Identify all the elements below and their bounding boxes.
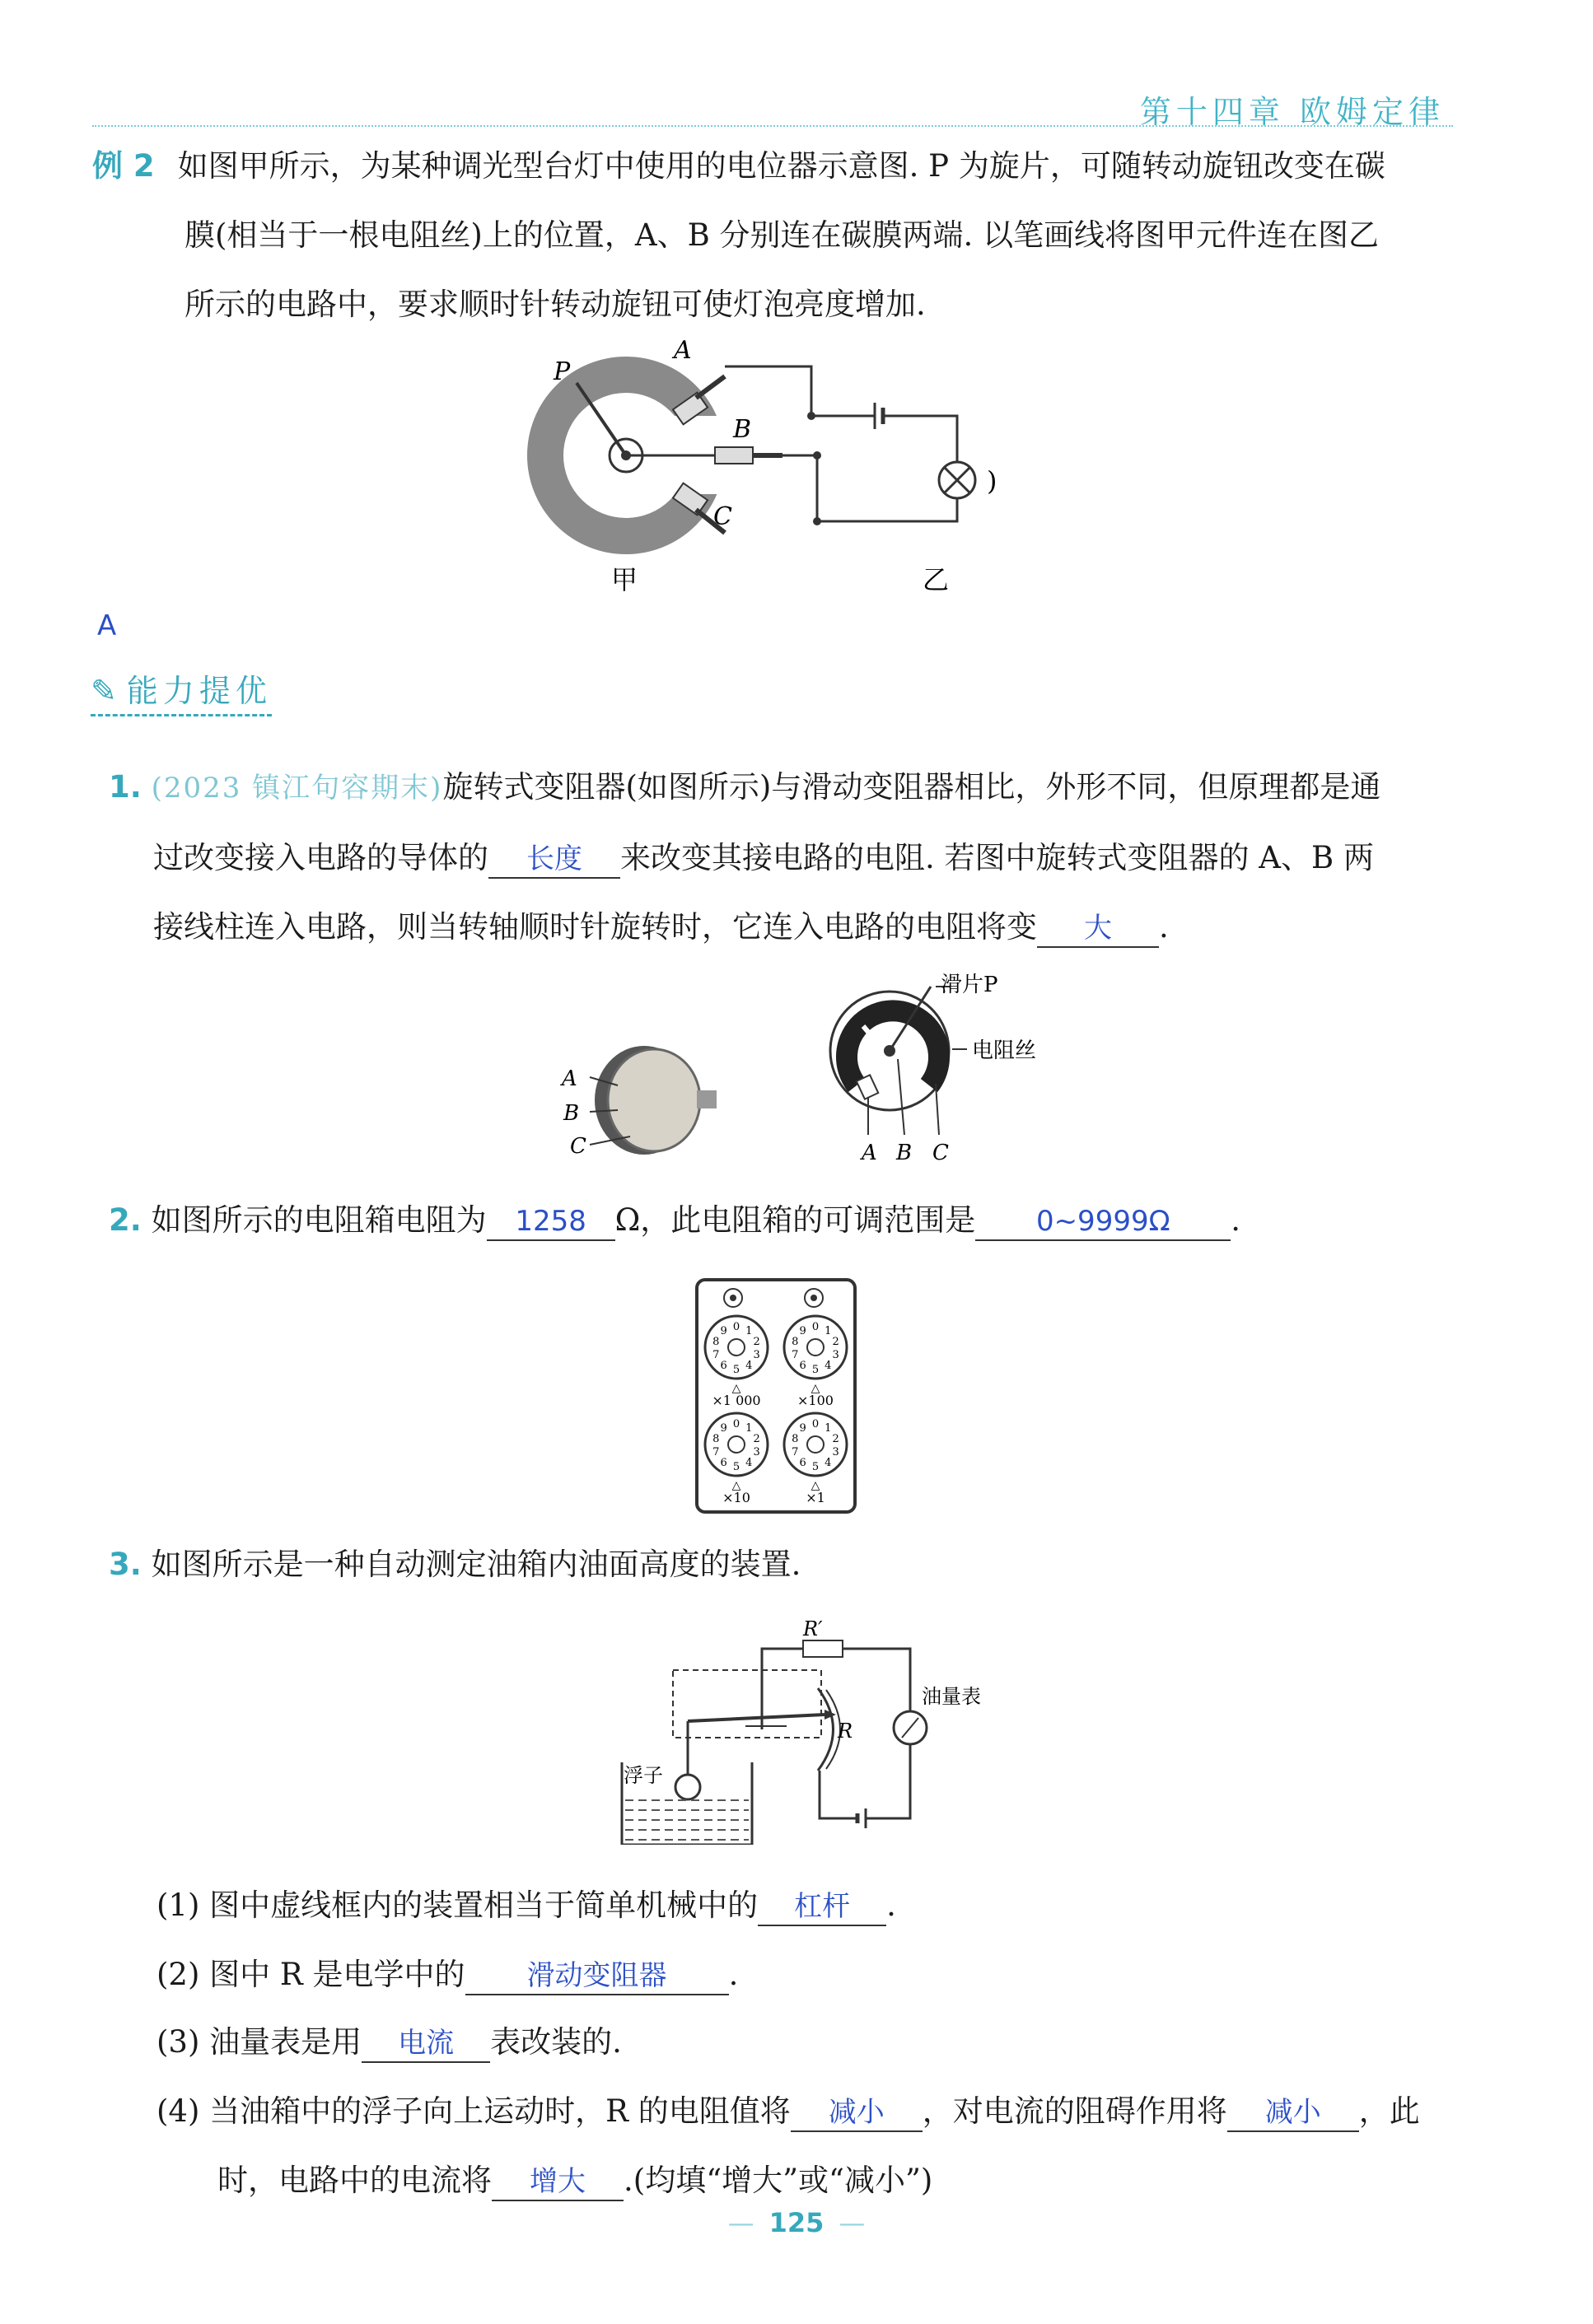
q1-line2: 过改变接入电路的导体的 长度 来改变其接电路的电阻. 若图中旋转式变阻器的 A、B 两 — [153, 838, 1374, 879]
dial-digit: 4 — [745, 1457, 753, 1469]
label-b: B — [733, 415, 752, 444]
dial-digit: 3 — [753, 1446, 760, 1458]
dial-digit: 6 — [720, 1457, 727, 1469]
dial-pointer: △ — [811, 1479, 820, 1492]
example2-answer: A — [97, 609, 117, 642]
dial-digit: 2 — [753, 1433, 760, 1445]
dial-pointer: △ — [811, 1382, 820, 1395]
dial-digit: 1 — [825, 1422, 832, 1435]
q3-number: 3. — [109, 1547, 142, 1582]
dial-digit: 6 — [799, 1360, 806, 1372]
dial-digit: 1 — [825, 1325, 832, 1337]
q1-number: 1. — [109, 769, 142, 805]
q1-line3: 接线柱连入电路，则当转轴顺时针旋转时，它连入电路的电阻将变 大 . — [153, 908, 1169, 948]
dial-digit: 8 — [792, 1336, 799, 1348]
q2-line: 2. 如图所示的电阻箱电阻为 1258 Ω，此电阻箱的可调范围是 0~9999Ω . — [109, 1201, 1240, 1241]
dial-multiplier-label: ×100 — [797, 1393, 834, 1408]
svg-text:R′: R′ — [803, 1617, 823, 1640]
svg-text:A: A — [562, 1066, 577, 1091]
dial-digit: 9 — [799, 1325, 806, 1337]
label-paren: ) — [987, 465, 997, 497]
pencil-icon: ✎ — [91, 673, 122, 709]
dial-digit: 6 — [799, 1457, 806, 1469]
dial-digit: 5 — [732, 1364, 740, 1376]
example2-line2: 膜(相当于一根电阻丝)上的位置，A、B 分别连在碳膜两端. 以笔画线将图甲元件连在图乙 — [185, 217, 1380, 253]
dial-pointer: △ — [731, 1382, 741, 1395]
example2-text-1: 如图甲所示，为某种调光型台灯中使用的电位器示意图. P 为旋片，可随转动旋钮改变在碳 — [177, 148, 1385, 184]
rheostat-schematic — [830, 987, 967, 1135]
example2-label: 例 2 — [92, 148, 155, 184]
svg-text:B: B — [896, 1141, 913, 1165]
section-title: ✎ 能力提优 — [91, 665, 272, 716]
dial-pointer: △ — [731, 1479, 741, 1492]
dial-digit: 9 — [720, 1422, 727, 1435]
label-a: A — [674, 336, 692, 365]
dial-digit: 5 — [811, 1461, 820, 1473]
q3-sub1: (1) 图中虚线框内的装置相当于简单机械中的 杠杆 . — [156, 1886, 896, 1926]
header-divider — [92, 125, 1453, 127]
q3-answer-6: 增大 — [492, 2163, 624, 2201]
dial-digit: 0 — [811, 1321, 820, 1333]
dial-digit: 0 — [732, 1321, 740, 1333]
dial-digit: 8 — [712, 1336, 720, 1348]
rheostat-photo — [590, 1046, 717, 1155]
label-jia: 甲 — [611, 564, 638, 595]
svg-text:油量表: 油量表 — [922, 1685, 981, 1708]
dial-digit: 2 — [832, 1433, 839, 1445]
svg-text:R: R — [838, 1720, 853, 1743]
svg-text:滑片P: 滑片P — [941, 973, 998, 997]
oil-gauge-figure — [614, 1614, 1009, 1845]
dial-multiplier-label: ×1 000 — [712, 1393, 761, 1408]
q3-answer-4: 减小 — [791, 2094, 923, 2132]
q1-answer-1: 长度 — [488, 841, 620, 879]
circuit-yi — [725, 366, 975, 521]
svg-text:浮子: 浮子 — [624, 1764, 663, 1787]
q3-answer-5: 减小 — [1227, 2094, 1359, 2132]
dial-digit: 1 — [745, 1325, 753, 1337]
label-c: C — [713, 502, 732, 531]
dial-digit: 4 — [825, 1360, 832, 1372]
label-p: P — [554, 357, 571, 386]
rotary-rheostat-figure — [552, 962, 1095, 1168]
dial-digit: 2 — [832, 1336, 839, 1348]
dial-digit: 7 — [712, 1349, 720, 1361]
dial-digit: 1 — [745, 1422, 753, 1435]
dial-digit: 3 — [832, 1446, 839, 1458]
dial-digit: 0 — [811, 1418, 820, 1430]
q1-answer-2: 大 — [1037, 910, 1159, 948]
q3-line: 3. 如图所示是一种自动测定油箱内油面高度的装置. — [109, 1547, 801, 1582]
dial-digit: 7 — [712, 1446, 720, 1458]
svg-text:电阻丝: 电阻丝 — [972, 1038, 1037, 1063]
potentiometer-figure — [527, 334, 1038, 605]
dial-digit: 4 — [745, 1360, 753, 1372]
chapter-title: 第十四章 欧姆定律 — [1139, 94, 1445, 130]
dial-digit: 5 — [811, 1364, 820, 1376]
dial-1 — [705, 1316, 768, 1408]
q2-number: 2. — [109, 1202, 142, 1238]
q3-answer-3: 电流 — [362, 2025, 490, 2063]
svg-text:C: C — [570, 1134, 586, 1159]
svg-text:B: B — [563, 1101, 580, 1126]
lever-dashed-box — [673, 1670, 821, 1738]
q2-answer-1: 1258 — [487, 1203, 615, 1241]
q1-source: (2023 镇江句容期末) — [151, 772, 443, 805]
dial-digit: 9 — [720, 1325, 727, 1337]
dial-digit: 5 — [732, 1461, 740, 1473]
example2-line1 — [92, 147, 1385, 186]
example2-line3: 所示的电路中，要求顺时针转动旋钮可使灯泡亮度增加. — [185, 287, 926, 322]
dial-digit: 2 — [753, 1336, 760, 1348]
resistance-box-figure — [694, 1276, 858, 1515]
svg-text:C: C — [932, 1141, 949, 1165]
svg-text:A: A — [862, 1141, 877, 1165]
dial-digit: 4 — [825, 1457, 832, 1469]
q1-line1: 1. (2023 镇江句容期末)旋转式变阻器(如图所示)与滑动变阻器相比，外形不同，但原理都是通 — [109, 769, 1381, 805]
q2-answer-2: 0~9999Ω — [975, 1203, 1231, 1241]
dial-digit: 9 — [799, 1422, 806, 1435]
dial-digit: 0 — [732, 1418, 740, 1430]
q3-answer-1: 杠杆 — [758, 1888, 886, 1926]
dial-digit: 7 — [792, 1349, 799, 1361]
dial-digit: 8 — [792, 1433, 799, 1445]
terminal-b — [715, 447, 782, 464]
dial-multiplier-label: ×10 — [722, 1490, 750, 1505]
page-number: — 125 — — [727, 2207, 866, 2238]
dial-digit: 8 — [712, 1433, 720, 1445]
float — [675, 1775, 700, 1799]
q3-answer-2: 滑动变阻器 — [465, 1958, 729, 1995]
dial-digit: 3 — [753, 1349, 760, 1361]
q3-sub3: (3) 油量表是用 电流 表改装的. — [156, 2023, 622, 2063]
q3-sub4-cont: 时，电路中的电流将 增大 .(均填“增大”或“减小”) — [217, 2161, 932, 2201]
dial-digit: 7 — [792, 1446, 799, 1458]
q3-sub2: (2) 图中 R 是电学中的 滑动变阻器 . — [156, 1955, 738, 1995]
dial-digit: 3 — [832, 1349, 839, 1361]
dial-digit: 6 — [720, 1360, 727, 1372]
label-yi: 乙 — [923, 564, 950, 595]
q3-sub4: (4) 当油箱中的浮子向上运动时，R 的电阻值将 减小 ，对电流的阻碍作用将 减小 ，此 — [156, 2092, 1420, 2132]
dial-multiplier-label: ×1 — [806, 1490, 825, 1505]
